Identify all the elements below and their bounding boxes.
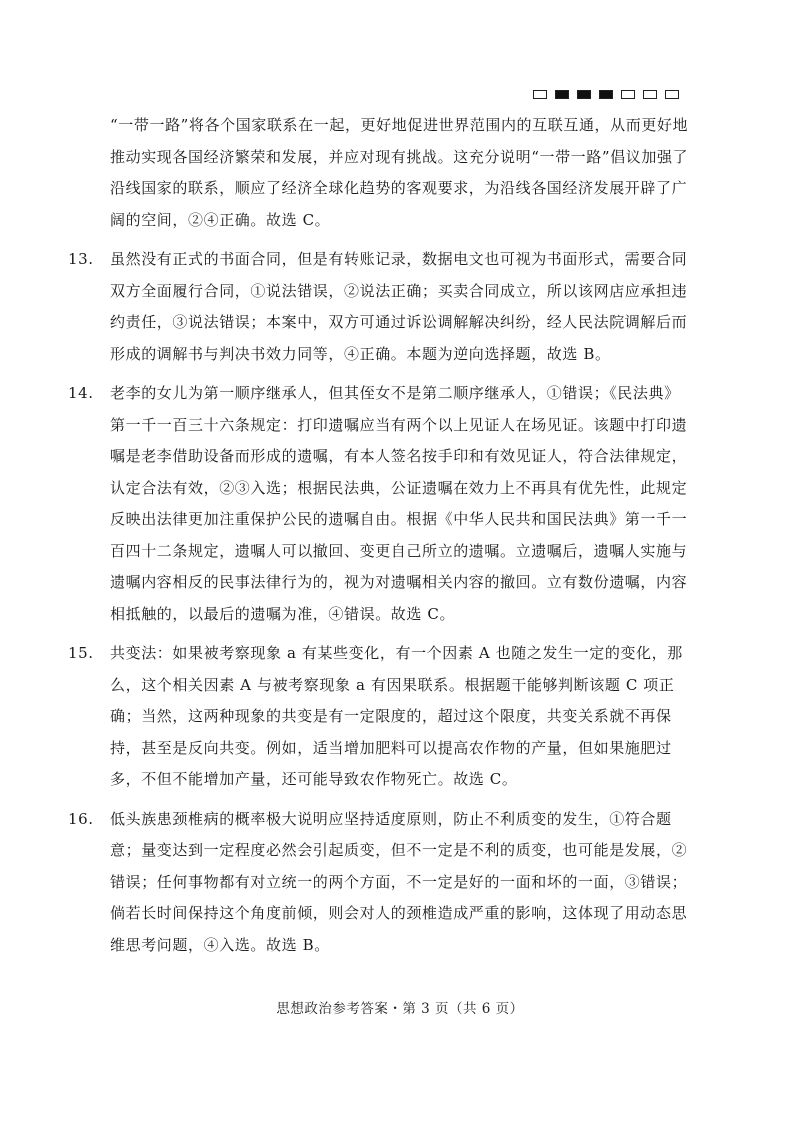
question-number: 15. xyxy=(68,644,94,662)
page-mark-empty-1 xyxy=(533,90,547,99)
answer-text: 老李的女儿为第一顺序继承人，但其侄女不是第二顺序继承人，①错误；《民法典》第一千一百三十六条规定：打印遗嘱应当有两个以上见证人在场见证。该题中打印遗嘱是老李借助设备而形成的遗嘱，有本人签名按手印和有效见证人，符合法律规定，认定合法有效，②③入选；根据民法典，公证遗嘱在效力上不再具有优先性，此规定反映出法律更加注重保护公民的遗嘱自由。根据《中华人民共和国民法典》第一千一百四十二条规定，遗嘱人可以撤回、变更自己所立的遗嘱。立遗嘱后，遗嘱人实施与遗嘱内容相反的民事法律行为的，视为对遗嘱相关内容的撤回。立有数份遗嘱，内容相抵触的，以最后的遗嘱为准，④错误。故选 C。 xyxy=(110,384,688,623)
question-number: 13. xyxy=(68,250,94,268)
answer-text: 低头族患颈椎病的概率极大说明应坚持适度原则，防止不利质变的发生，①符合题意；量变达到一定程度必然会引起质变，但不一定是不利的质变，也可能是发展，②错误；任何事物都有对立统一的两个方面，不一定是好的一面和坏的一面，③错误；倘若长时间保持这个角度前倾，则会对人的颈椎造成严重的影响，这体现了用动态思维思考问题，④入选。故选 B。 xyxy=(110,809,688,954)
question-number: 14. xyxy=(68,384,94,402)
page-position-marks xyxy=(533,90,679,99)
page-mark-empty-3 xyxy=(643,90,657,99)
page-mark-empty-4 xyxy=(665,90,679,99)
answer-text: “一带一路”将各个国家联系在一起，更好地促进世界范围内的互联互通，从而更好地推动实现各国经济繁荣和发展，并应对现有挑战。这充分说明“一带一路”倡议加强了沿线国家的联系，顺应了经济全球化趋势的客观要求，为沿线各国经济发展开辟了广阔的空间，②④正确。故选 C。 xyxy=(110,116,689,229)
answer-item-16 xyxy=(68,804,695,962)
page-mark-empty-2 xyxy=(621,90,635,99)
answer-item-13 xyxy=(68,244,695,370)
answer-text: 共变法：如果被考察现象 a 有某些变化，有一个因素 A 也随之发生一定的变化，那么，这个相关因素 A 与被考察现象 a 有因果联系。根据题干能够判断该题 C 项正确；当然，这两种现象的共变是有一定限度的，超过这个限度，共变关系就不再保持，甚至是反向共变。例如，适当增加肥料可以提高农作物的产量，但如果施肥过多，不但不能增加产量，还可能导致农作物死亡。故选 C。 xyxy=(110,644,683,788)
answer-content xyxy=(68,110,695,969)
answer-item-14 xyxy=(68,378,695,630)
page-mark-filled-2 xyxy=(577,90,591,99)
page-mark-filled-3 xyxy=(599,90,613,99)
answer-item-continued xyxy=(110,110,695,236)
answer-item-15 xyxy=(68,638,695,796)
page-mark-filled-1 xyxy=(555,90,569,99)
page-footer: 思想政治参考答案・第 3 页（共 6 页） xyxy=(276,1001,524,1017)
question-number: 16. xyxy=(68,809,94,828)
answer-text: 虽然没有正式的书面合同，但是有转账记录，数据电文也可视为书面形式，需要合同双方全面履行合同，①说法错误，②说法正确；买卖合同成立，所以该网店应承担违约责任，③说法错误；本案中，双方可通过诉讼调解解决纠纷，经人民法院调解后而形成的调解书与判决书效力同等，④正确。本题为逆向选择题，故选 B。 xyxy=(110,250,688,363)
